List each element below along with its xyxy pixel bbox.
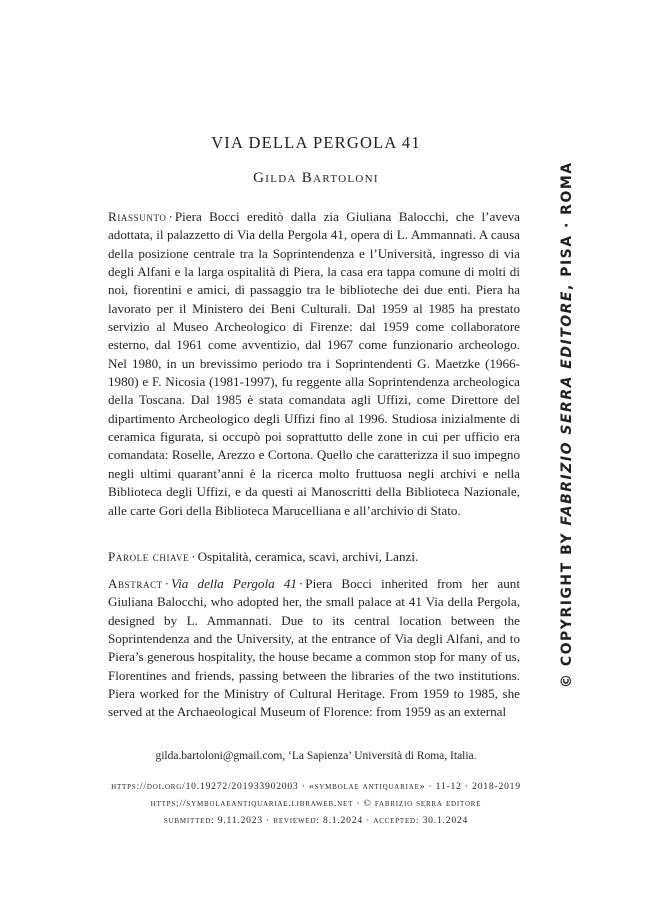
riassunto-paragraph	[108, 208, 520, 520]
submission-dates-line: submitted: 9.11.2023 · reviewed: 8.1.2024 · accepted: 30.1.2024	[163, 815, 469, 826]
copyright-watermark	[559, 161, 575, 688]
abstract-separator-2: ·	[298, 576, 304, 591]
journal-url-line: https://symbolaeantiquariae.libraweb.net · © fabrizio serra editore	[150, 798, 482, 809]
keywords-separator: ·	[191, 549, 196, 564]
doi-line: https://doi.org/10.19272/201933902003 · «symbolae antiquariae» · 11-12 · 2018-2019	[111, 781, 521, 792]
abstract-text: Piera Bocci inherited from her aunt Giuliana Balocchi, who adopted her, the small palace at 41 Via della Pergola, designed by L. Ammannati. Due to its central location between the Soprintendenza and the University, at the entrance of Via degli Alfani, and to Piera’s generous hospitality, the house became a common stop for many of us, Florentines and friends, passing between the libraries of the two institutions. Piera worked for the Ministry of Cultural Heritage. From 1959 to 1985, she served at the Archaeological Museum of Florence: from 1959 as an external	[108, 576, 520, 720]
keywords-text: Ospitalità, ceramica, scavi, archivi, Lanzi.	[197, 549, 419, 564]
riassunto-label: Riassunto	[108, 209, 167, 224]
copyright-suffix: , PISA · ROMA	[559, 161, 575, 290]
abstract-separator: ·	[164, 576, 170, 591]
abstract-label: Abstract	[108, 576, 163, 591]
author-affiliation: gilda.bartoloni@gmail.com, ‘La Sapienza’ Università di Roma, Italia.	[155, 750, 477, 762]
keywords-label: Parole chiave	[108, 549, 190, 564]
riassunto-text: Piera Bocci ereditò dalla zia Giuliana Balocchi, che l’aveva adottata, il palazzetto di Via della Pergola 41, opera di L. Ammannati. A causa della posizione centrale tra la Soprintendenza e l’Università, ingresso di via degli Alfani e la larga ospitalità di Piera, la casa era tappa comune di molti di noi, fiorentini e amici, di passaggio tra le biblioteche dei due enti. Piera ha lavorato per il Ministero dei Beni Culturali. Dal 1959 al 1985 ha prestato servizio al Museo Archeologico di Firenze: dal 1959 come collaboratore esterno, dal 1961 come avventizio, dal 1967 come funzionario archeologo. Nel 1980, in un brevissimo periodo tra i Soprintendenti G. Maetzke (1966-1980) e F. Nicosia (1981-1997), fu reggente alla Soprintendenza archeologica della Toscana. Dal 1985 è stata comandata agli Uffizi, come Direttore del dipartimento Archeologico degli Uffizi fino al 1996. Studiosa inizialmente di ceramica figurata, si occupò poi soprattutto delle zone in cui per ufficio era comandata: Roselle, Arezzo e Cortona. Quello che caratterizza il suo impegno negli ultimi quarant’anni è la ricerca molto fruttuosa negli archivi e nella Biblioteca degli Uffizi, e da questi ai Manoscritti della Biblioteca Nazionale, alle carte Gori della Biblioteca Marucelliana e all’archivio di Stato.	[108, 209, 520, 518]
riassunto-separator: ·	[168, 209, 173, 224]
abstract-paragraph	[108, 575, 520, 722]
copyright-prefix: © COPYRIGHT BY	[559, 525, 575, 688]
copyright-publisher: FABRIZIO SERRA EDITORE	[559, 290, 575, 526]
article-author: Gilda Bartoloni	[253, 170, 379, 186]
abstract-title: Via della Pergola 41	[171, 576, 297, 591]
article-title: VIA DELLA PERGOLA 41	[211, 133, 421, 152]
keywords-paragraph	[108, 548, 520, 566]
